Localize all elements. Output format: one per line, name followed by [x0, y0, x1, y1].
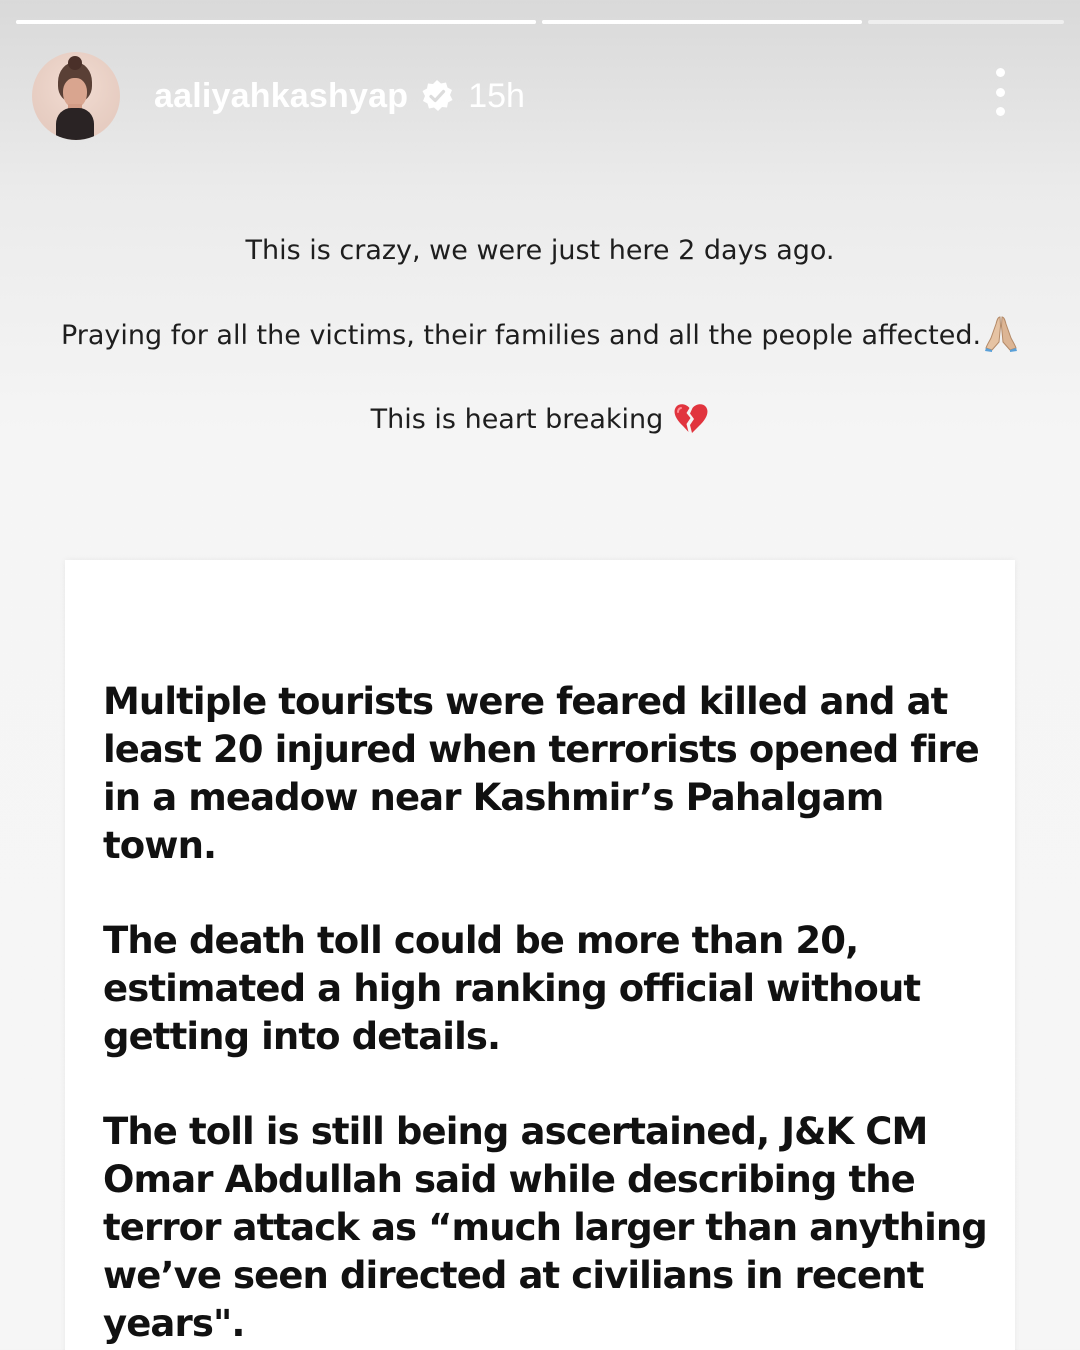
caption-line-2-text: Praying for all the victims, their families and all the people affected.	[60, 320, 982, 351]
avatar-body	[56, 108, 94, 140]
progress-segment-1	[16, 20, 536, 24]
progress-fill-2	[542, 20, 862, 24]
story-caption	[60, 230, 1020, 441]
news-paragraph-2: The death toll could be more than 20, estimated a high ranking official without getting into details.	[103, 919, 921, 1058]
more-dot-1	[996, 68, 1005, 77]
news-paragraph-3: The toll is still being ascertained, J&K CM Omar Abdullah said while describing the terror attack as “much larger than anything we’ve seen directed at civilians in recent years".	[103, 1110, 987, 1345]
username[interactable]: aaliyahkashyap	[154, 76, 409, 115]
broken-heart-icon	[673, 402, 709, 436]
avatar[interactable]	[32, 52, 120, 140]
post-timestamp: 15h	[468, 76, 525, 115]
caption-line-3	[60, 399, 1020, 441]
progress-fill-1	[16, 20, 536, 24]
caption-line-3-text: This is heart breaking	[370, 404, 664, 435]
news-paragraph-1: Multiple tourists were feared killed and at least 20 injured when terrorists opened fire in a meadow near Kashmir’s Pahalgam town.	[103, 680, 979, 867]
more-dot-3	[996, 107, 1005, 116]
more-dot-2	[996, 88, 1005, 97]
story-progress-bar	[16, 20, 1064, 24]
verified-badge-icon	[420, 79, 454, 113]
news-card	[65, 560, 1015, 1350]
progress-segment-3	[868, 20, 1064, 24]
avatar-hair-bun	[68, 56, 82, 70]
more-options-icon[interactable]	[992, 68, 1008, 116]
story-header	[32, 50, 1048, 142]
folded-hands-icon	[983, 314, 1019, 352]
progress-segment-2	[542, 20, 862, 24]
caption-line-1: This is crazy, we were just here 2 days ago.	[245, 235, 835, 266]
caption-line-2	[60, 314, 1020, 357]
